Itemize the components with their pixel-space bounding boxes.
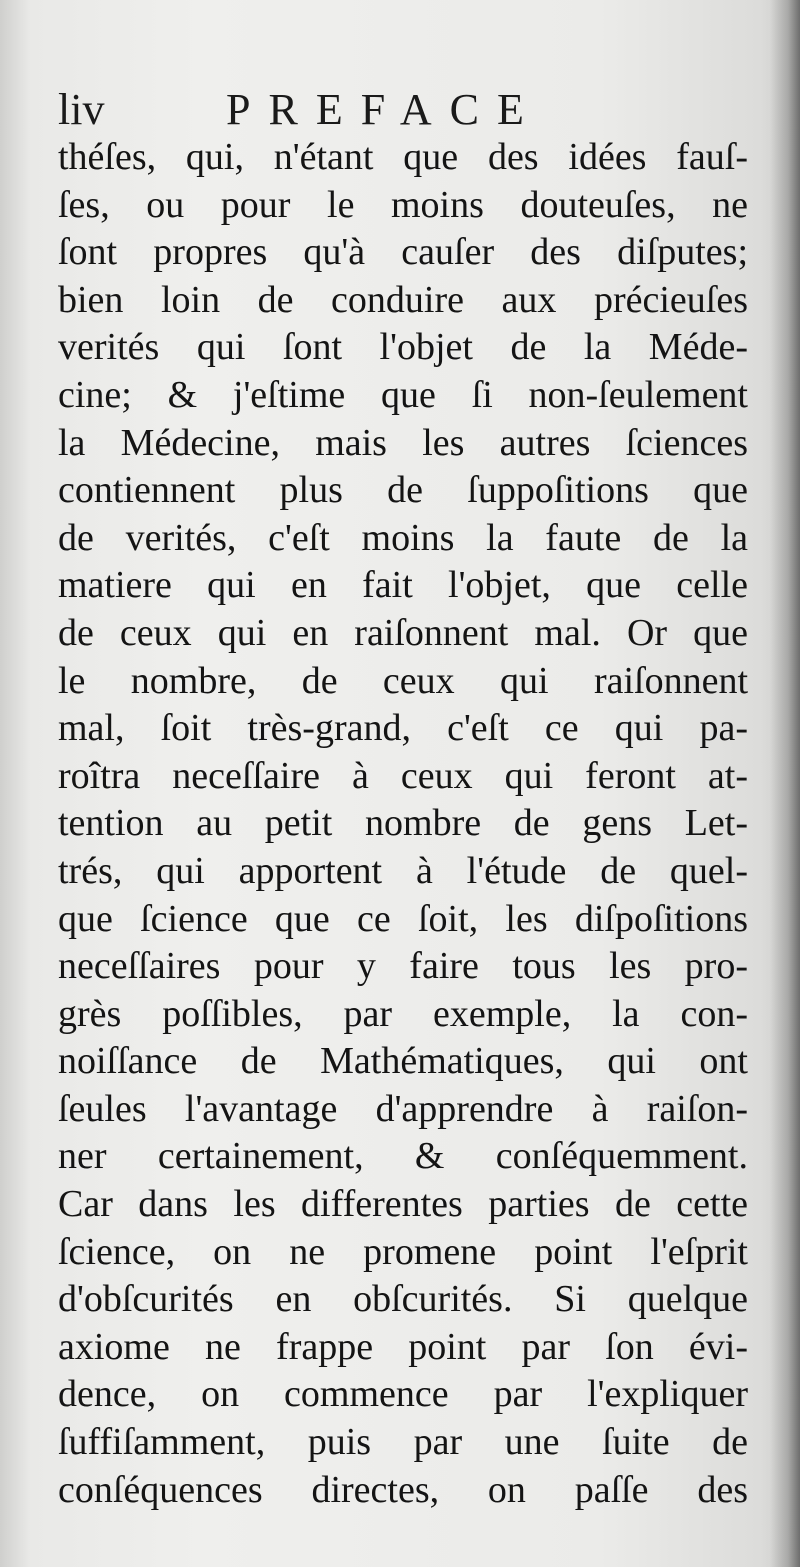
text-line: de verités, c'eſt moins la faute de la (58, 516, 748, 559)
text-line: tention au petit nombre de gens Let- (58, 802, 748, 845)
page-header (58, 80, 758, 140)
text-line: roîtra neceſſaire à ceux qui feront at- (58, 754, 748, 797)
body-text (58, 134, 748, 1514)
text-line: la Médecine, mais les autres ſciences (58, 421, 748, 464)
page-gutter-shadow (770, 0, 800, 1567)
text-line: théſes, qui, n'étant que des idées fauſ- (58, 136, 748, 178)
text-line: axiome ne frappe point par ſon évi- (58, 1325, 748, 1368)
text-line: cine; & j'eſtime que ſi non-ſeulement (58, 373, 748, 416)
text-line: noiſſance de Mathématiques, qui ont (58, 1040, 748, 1083)
text-line: ſeules l'avantage d'apprendre à raiſon- (58, 1087, 748, 1130)
text-line: ſcience, on ne promene point l'eſprit (58, 1230, 748, 1273)
text-line: ſont propres qu'à cauſer des diſputes; (58, 231, 748, 274)
text-line: ſuffiſamment, puis par une ſuite de (58, 1421, 748, 1464)
text-line: bien loin de conduire aux précieuſes (58, 278, 748, 321)
text-line: neceſſaires pour y faire tous les pro- (58, 945, 748, 988)
running-title: PREFACE (226, 85, 542, 134)
text-line: grès poſſibles, par exemple, la con- (58, 992, 748, 1035)
text-line: contiennent plus de ſuppoſitions que (58, 469, 748, 512)
text-line: le nombre, de ceux qui raiſonnent (58, 659, 748, 702)
text-line: de ceux qui en raiſonnent mal. Or que (58, 611, 748, 654)
text-line: ner certainement, & conſéquemment. (58, 1135, 748, 1178)
text-line: mal, ſoit très-grand, c'eſt ce qui pa- (58, 707, 748, 750)
text-line: ſes, ou pour le moins douteuſes, ne (58, 183, 748, 226)
text-line: trés, qui apportent à l'étude de quel- (58, 849, 748, 892)
text-line: dence, on commence par l'expliquer (58, 1373, 748, 1416)
text-line: que ſcience que ce ſoit, les diſpoſitions (58, 897, 748, 940)
text-line: Car dans les differentes parties de cette (58, 1183, 748, 1226)
text-line: d'obſcurités en obſcurités. Si quelque (58, 1278, 748, 1321)
text-line: conſéquences directes, on paſſe des (58, 1468, 748, 1511)
text-line: verités qui ſont l'objet de la Méde- (58, 326, 748, 369)
text-line: matiere qui en fait l'objet, que celle (58, 564, 748, 607)
page-number: liv (58, 85, 105, 134)
